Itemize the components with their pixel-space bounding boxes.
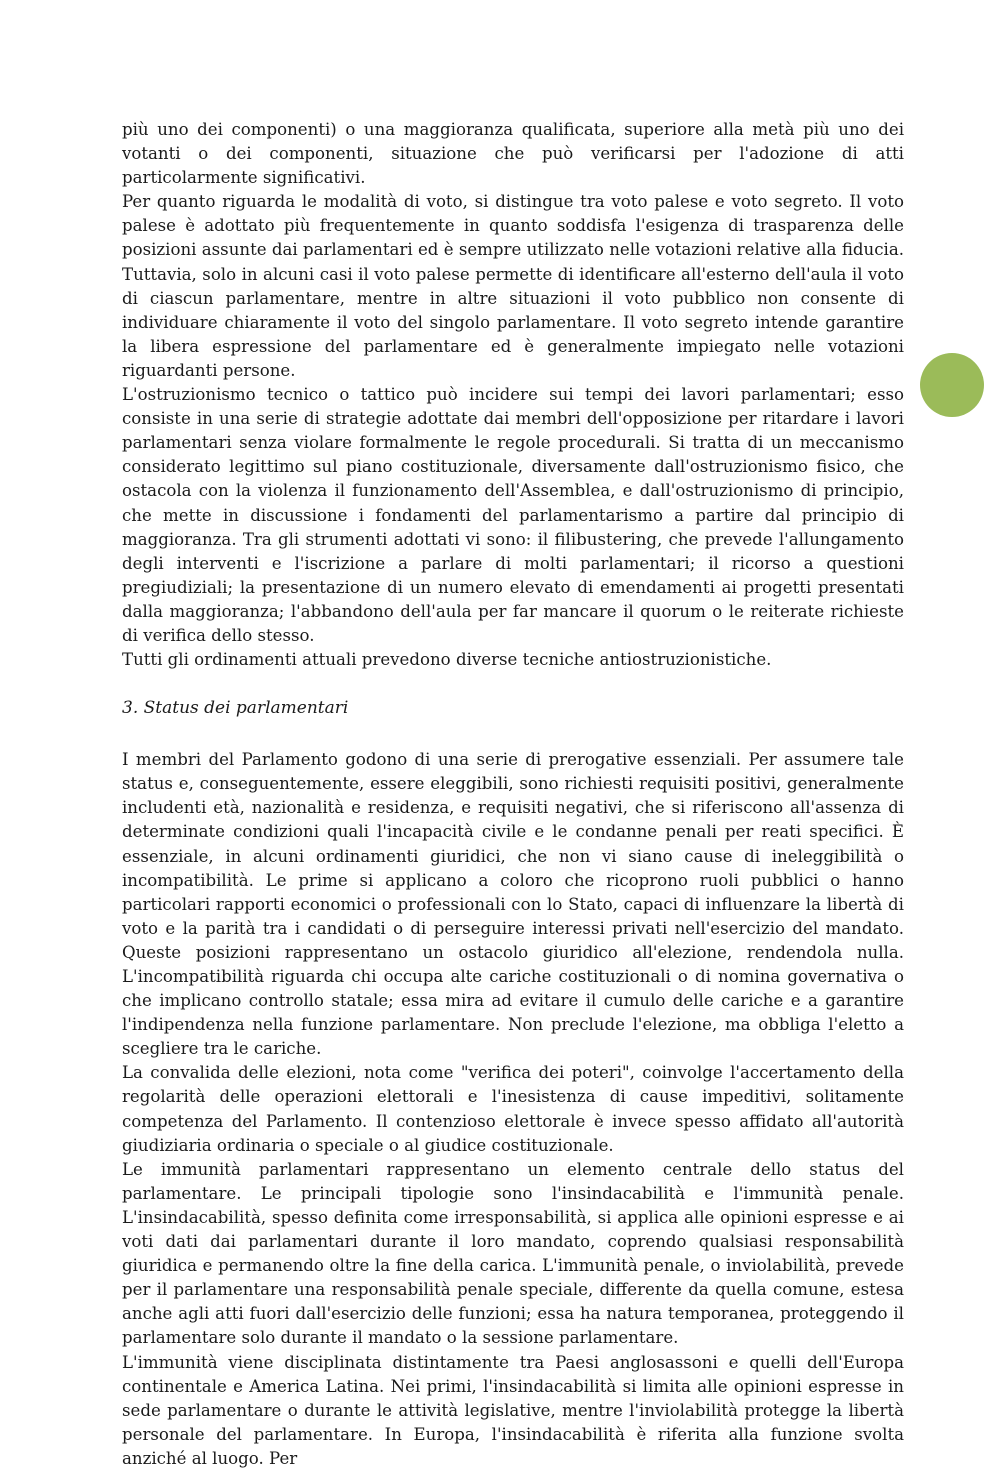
paragraph: I membri del Parlamento godono di una serie di prerogative essenziali. Per assumere tale status e, conseguentemente, essere eleggibili, sono richiesti requisiti positivi, generalmente includenti età, nazionalità e residenza, e requisiti negativi, che si riferiscono all'assenza di determinate condizioni quali l'incapacità civile e le condanne penali per reati specifici. È essenziale, in alcuni ordinamenti giuridici, che non vi siano cause di ineleggibilità o incompatibilità. Le prime si applicano a coloro che ricoprono ruoli pubblici o hanno particolari rapporti economici o professionali con lo Stato, capaci di influenzare la libertà di voto e la parità tra i candidati o di perseguire interessi privati nell'esercizio del mandato. Queste posizioni rappresentano un ostacolo giuridico all'elezione, rendendola nulla. L'incompatibilità riguarda chi occupa alte cariche costituzionali o di nomina governativa o che implicano controllo statale; essa mira ad evitare il cumulo delle cariche e a garantire l'indipendenza nella funzione parlamentare. Non preclude l'elezione, ma obbliga l'eletto a scegliere tra le cariche. xyxy=(122,750,904,1059)
green-circle-marker xyxy=(920,353,984,417)
paragraph: La convalida delle elezioni, nota come "verifica dei poteri", coinvolge l'accertamento della regolarità delle operazioni elettorali e l'inesistenza di cause impeditivi, solitamente competenza del Parlamento. Il contenzioso elettorale è invece spesso affidato all'autorità giudiziaria ordinaria o speciale o al giudice costituzionale. xyxy=(122,1063,904,1155)
paragraph: Le immunità parlamentari rappresentano un elemento centrale dello status del parlamentare. Le principali tipologie sono l'insindacabilità e l'immunità penale. L'insindacabilità, spesso definita come irresponsabilità, si applica alle opinioni espresse e ai voti dati dai parlamentari durante il loro mandato, coprendo qualsiasi responsabilità giuridica e permanendo oltre la fine della carica. L'immunità penale, o inviolabilità, prevede per il parlamentare una responsabilità penale speciale, differente da quella comune, estesa anche agli atti fuori dall'esercizio delle funzioni; essa ha natura temporanea, proteggendo il parlamentare solo durante il mandato o la sessione parlamentare. xyxy=(122,1159,904,1348)
paragraph: L'immunità viene disciplinata distintamente tra Paesi anglosassoni e quelli dell'Europa continentale e America Latina. Nei primi, l'insindacabilità si limita alle opinioni espresse in sede parlamentare o durante le attività legislative, mentre l'inviolabilità protegge la libertà personale del parlamentare. In Europa, l'insindacabilità è riferita alla funzione svolta anziché al luogo. Per xyxy=(122,1352,904,1468)
paragraph: Tutti gli ordinamenti attuali prevedono diverse tecniche antiostruzionistiche. xyxy=(122,650,772,670)
document-page xyxy=(122,118,904,1471)
paragraph: più uno dei componenti) o una maggioranza qualificata, superiore alla metà più uno dei votanti o dei componenti, situazione che può verificarsi per l'adozione di atti particolarmente significativi. xyxy=(122,120,904,188)
paragraph: Per quanto riguarda le modalità di voto, si distingue tra voto palese e voto segreto. Il voto palese è adottato più frequentemente in quanto soddisfa l'esigenza di trasparenza delle posizioni assunte dai parlamentari ed è sempre utilizzato nelle votazioni relative alla fiducia. Tuttavia, solo in alcuni casi il voto palese permette di identificare all'esterno dell'aula il voto di ciascun parlamentare, mentre in altre situazioni il voto pubblico non consente di individuare chiaramente il voto del singolo parlamentare. Il voto segreto intende garantire la libera espressione del parlamentare ed è generalmente impiegato nelle votazioni riguardanti persone. xyxy=(122,192,904,380)
section-voting xyxy=(122,118,904,672)
section-heading: 3. Status dei parlamentari xyxy=(122,698,349,719)
section-status xyxy=(122,748,904,1471)
paragraph: L'ostruzionismo tecnico o tattico può incidere sui tempi dei lavori parlamentari; esso consiste in una serie di strategie adottate dai membri dell'opposizione per ritardare i lavori parlamentari senza violare formalmente le regole procedurali. Si tratta di un meccanismo considerato legittimo sul piano costituzionale, diversamente dall'ostruzionismo fisico, che ostacola con la violenza il funzionamento dell'Assemblea, e dall'ostruzionismo di principio, che mette in discussione i fondamenti del parlamentarismo a partire dal principio di maggioranza. Tra gli strumenti adottati vi sono: il filibustering, che prevede l'allungamento degli interventi e l'iscrizione a parlare di molti parlamentari; il ricorso a questioni pregiudiziali; la presentazione di un numero elevato di emendamenti ai progetti presentati dalla maggioranza; l'abbandono dell'aula per far mancare il quorum o le reiterate richieste di verifica dello stesso. xyxy=(122,385,904,645)
